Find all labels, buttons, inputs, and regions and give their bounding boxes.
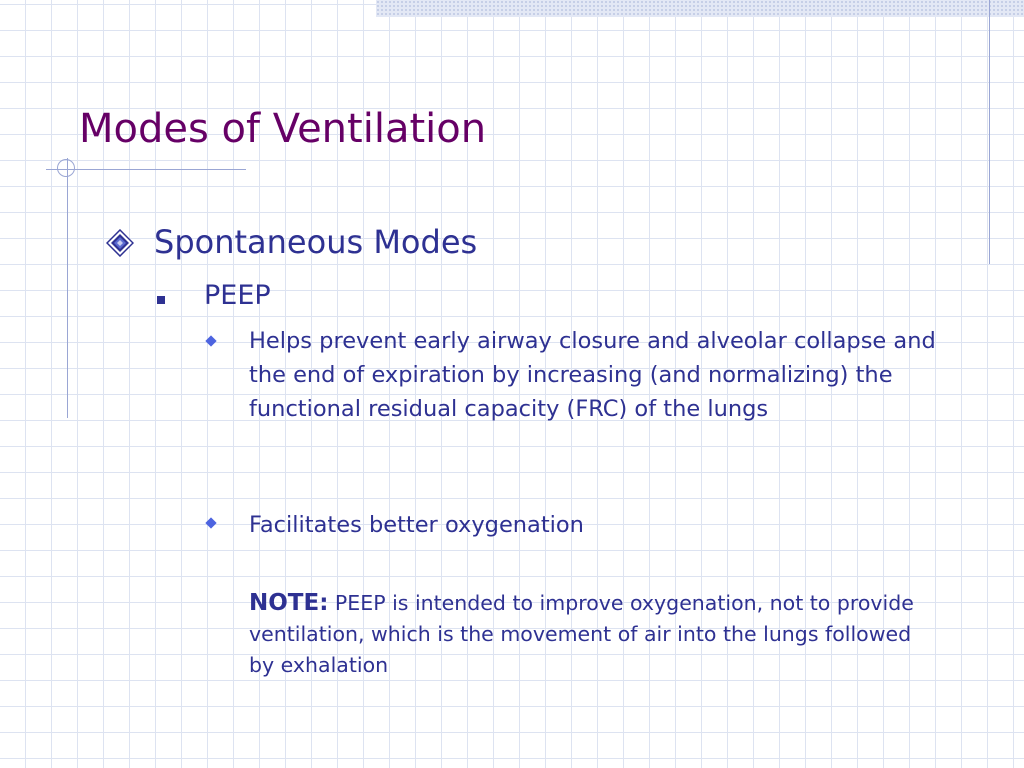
- small-diamond-bullet-icon: [205, 335, 216, 346]
- decorative-line-right: [989, 0, 990, 264]
- bullet-level2-text: PEEP: [204, 280, 271, 311]
- note-paragraph: [249, 588, 929, 681]
- diamond-bullet-icon: [106, 229, 134, 257]
- bullet-level1-text: Spontaneous Modes: [154, 223, 478, 261]
- crosshair-circle-icon: [57, 159, 75, 177]
- decorative-line-left: [67, 158, 68, 418]
- note-label: NOTE:: [249, 590, 329, 616]
- small-diamond-bullet-icon: [205, 517, 216, 528]
- title-underline: [46, 169, 246, 170]
- note-text: PEEP is intended to improve oxygenation, not to provide ventilation, which is the movement of air into the lungs followed by exhalation: [249, 591, 914, 677]
- square-bullet-icon: [157, 296, 165, 304]
- header-band: [376, 0, 1024, 17]
- bullet-level3-text: Facilitates better oxygenation: [249, 512, 584, 538]
- bullet-level3-text: Helps prevent early airway closure and alveolar collapse and the end of expiration by increasing (and normalizing) the functional residual capacity (FRC) of the lungs: [249, 328, 936, 422]
- slide-title: Modes of Ventilation: [79, 106, 487, 152]
